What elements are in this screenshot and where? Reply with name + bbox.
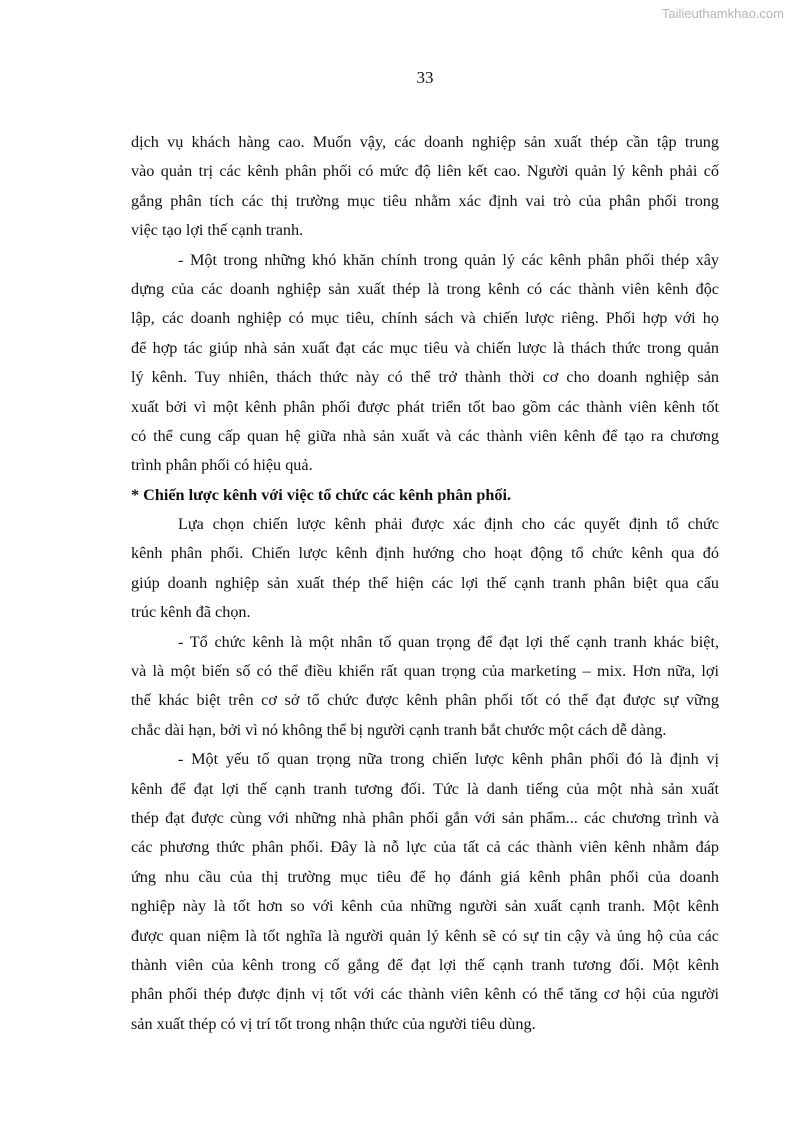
paragraph (131, 745, 719, 1039)
text-line: kênh để đạt lợi thế cạnh tranh tương đối. Tức là danh tiếng của một nhà sản xuất (131, 779, 719, 798)
text-line: nghiệp này là tốt hơn so với kênh của những người sản xuất cạnh tranh. Một kênh (131, 897, 719, 916)
paragraph (131, 246, 719, 481)
paragraph (131, 128, 719, 246)
text-line: ứng nhu cầu của thị trường mục tiêu để họ đánh giá kênh phân phối của doanh (131, 867, 719, 886)
text-line: lý kênh. Tuy nhiên, thách thức này có thể trở thành thời cơ cho doanh nghiệp sản (131, 368, 719, 387)
text-line: - Một yếu tố quan trọng nữa trong chiến lược kênh phân phối đó là định vị (178, 750, 719, 769)
text-line: và là một biến số có thể điều khiển rất quan trọng của marketing – mix. Hơn nữa, lợi (131, 662, 719, 681)
text-line: việc tạo lợi thế cạnh tranh. (131, 221, 304, 240)
section-heading: * Chiến lược kênh với việc tổ chức các kênh phân phối. (131, 485, 512, 504)
paragraph (131, 628, 719, 746)
text-line: dịch vụ khách hàng cao. Muốn vậy, các doanh nghiệp sản xuất thép cần tập trung (131, 133, 719, 151)
text-line: sản xuất thép có vị trí tốt trong nhận thức của người tiêu dùng. (131, 1014, 536, 1033)
text-line: Lựa chọn chiến lược kênh phải được xác định cho các quyết định tổ chức (178, 515, 719, 534)
text-line: chắc dài hạn, bởi vì nó không thể bị người cạnh tranh bắt chước một cách dễ dàng. (131, 720, 667, 739)
text-line: thế khác biệt trên cơ sở tổ chức được kênh phân phối tốt có thể đạt được sự vững (131, 691, 719, 710)
text-line: phân phối thép được định vị tốt với các thành viên kênh có thể tăng cơ hội của người (131, 985, 719, 1004)
text-line: kênh phân phối. Chiến lược kênh định hướng cho hoạt động tổ chức kênh qua đó (131, 544, 719, 563)
paragraph (131, 510, 719, 628)
text-line: thép đạt được cùng với những nhà phân phối gắn với sản phẩm... các chương trình và (131, 808, 719, 827)
document-body (131, 128, 719, 1039)
text-line: thành viên của kênh trong cố gắng để đạt lợi thế cạnh tranh tương đối. Một kênh (131, 955, 719, 974)
text-line: trình phân phối có hiệu quả. (131, 456, 313, 475)
text-line: được quan niệm là tốt nghĩa là người quản lý kênh sẽ có sự tin cậy và ủng hộ của các (131, 926, 719, 945)
text-line: dựng của các doanh nghiệp sản xuất thép là trong kênh có các thành viên kênh độc (131, 279, 719, 298)
text-line: xuất bởi vì một kênh phân phối được phát triển tốt bao gồm các thành viên kênh tốt (131, 397, 719, 416)
text-line: gắng phân tích các thị trường mục tiêu nhằm xác định vai trò của phân phối trong (131, 191, 719, 210)
text-line: - Một trong những khó khăn chính trong quản lý các kênh phân phối thép xây (178, 250, 719, 269)
text-line: trúc kênh đã chọn. (131, 603, 251, 622)
text-line: các phương thức phân phối. Đây là nỗ lực của tất cả các thành viên kênh nhằm đáp (131, 838, 719, 857)
text-line: lập, các doanh nghiệp có mục tiêu, chính sách và chiến lược riêng. Phối hợp với họ (131, 309, 719, 328)
text-line: để hợp tác giúp nhà sản xuất đạt các mục tiêu và chiến lược là thách thức trong quản (131, 338, 719, 357)
page-number: 33 (416, 68, 434, 87)
text-line: giúp doanh nghiệp sản xuất thép thể hiện các lợi thế cạnh tranh phân biệt qua cấu (131, 573, 719, 592)
text-line: - Tổ chức kênh là một nhân tố quan trọng để đạt lợi thế cạnh tranh khác biệt, (178, 632, 719, 651)
text-line: vào quản trị các kênh phân phối có mức độ liên kết cao. Người quản lý kênh phải cố (131, 162, 719, 181)
text-line: có thể cung cấp quan hệ giữa nhà sản xuất và các thành viên kênh để tạo ra chương (131, 426, 719, 445)
watermark: Tailieuthamkhao.com (661, 6, 784, 21)
